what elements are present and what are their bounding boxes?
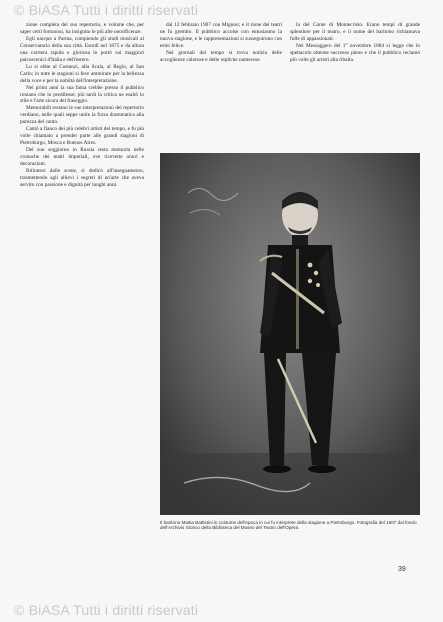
text-column-left [20, 22, 144, 552]
paragraph: Del suo soggiorno in Russia resta memoria nelle cronache dei teatri imperiali, ove ricevette onori e decorazioni. [20, 147, 144, 168]
photo-caption: Il baritono Mattia Battistini in costume dell'epoca in cui fu interprete della stagione a Pietroburgo. Fotografia del 1907 dal fondo dell'Archivio Storico della Biblioteca del Museo del Teatro dell'Opera. [160, 520, 417, 531]
text-column-middle [160, 22, 282, 150]
paragraph: Ritiratosi dalle scene, si dedicò all'insegnamento, trasmettendo agli allievi i segreti di un'arte che aveva servito con passione e dignità per lunghi anni. [20, 168, 144, 188]
paragraph: Nel Messaggero del 1° novembre 1884 si legge che lo spettacolo ottenne successo pieno e che il pubblico reclamò più volte gli artisti alla ribalta. [290, 42, 420, 63]
watermark-top: © BiASA Tutti i diritti riservati [14, 2, 199, 18]
paragraph: la del Conte di Montecristo. Erano tempi di grande splendore per il teatro, e il nome del baritono richiamava folle di appassionati. [290, 22, 420, 42]
paragraph: Nel giornali del tempo si trova notizia delle accoglienze calorose e delle repliche numerose. [160, 49, 282, 63]
paragraph: dal 12 febbraio 1907 con Mignon; e il rione dei teatri ne fu gremito. Il pubblico accolse con entusiasmo la nuova stagione, e le rappresentazioni si susseguirono con esito felice. [160, 22, 282, 49]
paragraph: Lo si ebbe al Costanzi, alla Scala, al Regio, al San Carlo; in tutte le stagioni si fece ammirare per la bellezza della voce e per la nobiltà dell'interpretazione. [20, 63, 144, 84]
page-number: 39 [398, 566, 406, 573]
portrait-photo [160, 153, 420, 515]
watermark-bottom: © BiASA Tutti i diritti riservati [14, 602, 199, 618]
paragraph: Cantò a fianco dei più celebri artisti del tempo, e fu più volte chiamato a prender parte alle grandi stagioni di Pietroburgo, Mosca e Buenos Aires. [20, 126, 144, 147]
text-column-right [290, 22, 420, 150]
paragraph: Egli nacque a Parma, compiendo gli studi musicali al Conservatorio della sua città. Esordì nel 1875 e da allora una carriera rapida e gloriosa lo portò sui maggiori palcoscenici d'Italia e dell'estero. [20, 35, 144, 63]
paragraph: Memorabili restano le sue interpretazioni del repertorio verdiano, nelle quali seppe unire la forza drammatica alla purezza del canto. [20, 105, 144, 126]
paragraph: Nei primi anni la sua fama crebbe presso il pubblico romano che lo predilesse; più tardi la critica ne esaltò lo stile e l'arte sicura del fraseggio. [20, 84, 144, 105]
paragraph: zione completa del suo repertorio, e volume che, per saper certi fortunoni, ha insignito le più alte onorificenze. [20, 22, 144, 35]
